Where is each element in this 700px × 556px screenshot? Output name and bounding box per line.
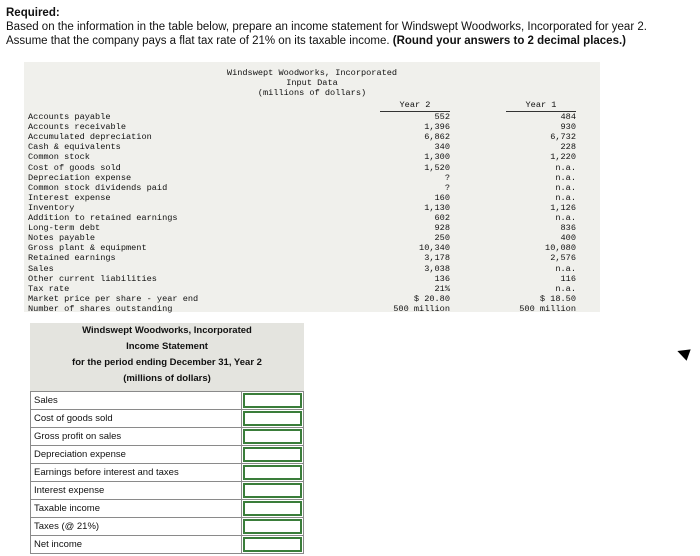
input-row-label: Inventory — [28, 202, 75, 213]
input-row-label: Common stock dividends paid — [28, 182, 168, 193]
answer-input[interactable] — [243, 411, 302, 426]
input-row-year2-value: 136 — [434, 273, 450, 284]
input-row-year2-value: $ 20.80 — [413, 293, 450, 304]
answer-cell — [242, 464, 304, 482]
input-row-year1-value: n.a. — [555, 192, 576, 203]
input-row-label: Long-term debt — [28, 223, 101, 234]
input-row-year1-value: 116 — [560, 273, 576, 284]
statement-row — [31, 500, 304, 518]
statement-line-label: Cost of goods sold — [31, 410, 242, 428]
statement-line-label: Interest expense — [31, 482, 242, 500]
statement-line-label: Gross profit on sales — [31, 428, 242, 446]
statement-line-label: Net income — [31, 536, 242, 554]
input-row-label: Cash & equivalents — [28, 142, 121, 153]
input-row-label: Tax rate — [28, 283, 70, 294]
statement-line-label: Sales — [31, 392, 242, 410]
input-row-label: Interest expense — [28, 192, 111, 203]
statement-row — [31, 482, 304, 500]
input-row-label: Accounts receivable — [28, 122, 126, 133]
required-heading: Required: — [6, 7, 60, 19]
input-row-year1-value: n.a. — [555, 283, 576, 294]
input-row-label: Notes payable — [28, 233, 96, 244]
input-row-label: Retained earnings — [28, 253, 116, 264]
answer-cell — [242, 446, 304, 464]
answer-input[interactable] — [243, 465, 302, 480]
instructions-line-2-text: Assume that the company pays a flat tax rate of 21% on its taxable income. — [6, 35, 393, 47]
input-row-label: Number of shares outstanding — [28, 303, 173, 314]
input-row-year2-value: 160 — [434, 192, 450, 203]
input-data-table — [24, 62, 600, 312]
input-row-year1-value: 484 — [560, 112, 576, 122]
input-row-year1-value: 500 million — [519, 303, 576, 314]
input-row-year2-value: 3,178 — [424, 253, 450, 264]
statement-row — [31, 536, 304, 554]
statement-line-label: Taxes (@ 21%) — [31, 518, 242, 536]
input-row-label: Addition to retained earnings — [28, 213, 178, 223]
input-row-label: Accumulated depreciation — [28, 132, 152, 143]
input-row-year2-value: ? — [444, 182, 450, 193]
input-row-year1-value: n.a. — [555, 263, 576, 274]
input-row-year1-value: 2,576 — [550, 253, 576, 264]
input-row-year1-value: 6,732 — [550, 132, 576, 143]
statement-units: (millions of dollars) — [30, 371, 304, 387]
answer-input[interactable] — [243, 429, 302, 444]
statement-line-label: Taxable income — [31, 500, 242, 518]
instructions-line-2 — [6, 34, 696, 48]
input-row-label: Sales — [28, 263, 54, 274]
answer-input[interactable] — [243, 483, 302, 498]
statement-period: for the period ending December 31, Year 2 — [30, 355, 304, 371]
statement-line-label: Depreciation expense — [31, 446, 242, 464]
statement-row — [31, 518, 304, 536]
answer-input[interactable] — [243, 537, 302, 552]
input-row-year2-value: 928 — [434, 223, 450, 234]
input-row-label: Accounts payable — [28, 112, 111, 122]
input-row-year1-value: n.a. — [555, 182, 576, 193]
answer-cell — [242, 392, 304, 410]
statement-row — [31, 428, 304, 446]
input-company-title: Windswept Woodworks, Incorporated — [226, 68, 398, 78]
input-data-title: Input Data — [286, 78, 338, 88]
input-row-year1-value: 10,080 — [545, 243, 576, 254]
rounding-note: (Round your answers to 2 decimal places.) — [392, 35, 626, 47]
input-row-label: Common stock — [28, 152, 90, 163]
statement-row — [31, 464, 304, 482]
answer-input[interactable] — [243, 519, 302, 534]
income-statement-table — [30, 391, 304, 554]
statement-company: Windswept Woodworks, Incorporated — [30, 323, 304, 339]
input-row-year2-value: 21% — [434, 283, 450, 294]
input-row-year1-value: 1,220 — [550, 152, 576, 163]
input-row-year2-value: 10,340 — [419, 243, 450, 254]
answer-input[interactable] — [243, 501, 302, 516]
answer-input[interactable] — [243, 447, 302, 462]
input-row-year2-value: 1,520 — [424, 162, 450, 173]
input-row-year2-value: 602 — [434, 213, 450, 223]
mouse-pointer-icon — [675, 345, 690, 360]
input-row-year2-value: 1,396 — [424, 122, 450, 133]
col-header-year1: Year 1 — [525, 100, 557, 110]
statement-row — [31, 392, 304, 410]
instructions — [6, 6, 696, 48]
statement-row — [31, 446, 304, 464]
input-row-year2-value: 552 — [434, 112, 450, 122]
input-row-year2-value: 3,038 — [424, 263, 450, 274]
input-row-year2-value: 250 — [434, 233, 450, 244]
col-header-year2: Year 2 — [399, 100, 431, 110]
answer-cell — [242, 410, 304, 428]
input-row-year1-value: n.a. — [555, 162, 576, 173]
input-row-year2-value: 6,862 — [424, 132, 450, 143]
input-row-year1-value: 836 — [560, 223, 576, 234]
answer-cell — [242, 500, 304, 518]
statement-row — [31, 410, 304, 428]
input-row-label: Cost of goods sold — [28, 162, 121, 173]
input-row-label: Depreciation expense — [28, 172, 132, 183]
income-statement — [30, 323, 304, 554]
answer-cell — [242, 536, 304, 554]
answer-cell — [242, 518, 304, 536]
input-row-year1-value: 930 — [560, 122, 576, 133]
answer-input[interactable] — [243, 393, 302, 408]
input-row-year2-value: ? — [444, 172, 450, 183]
answer-cell — [242, 482, 304, 500]
instructions-line-1: Based on the information in the table below, prepare an income statement for Windswept Woodworks, Incorporated for year 2. — [6, 21, 647, 33]
input-row-year1-value: $ 18.50 — [539, 293, 576, 304]
input-row-year1-value: 400 — [560, 233, 576, 244]
input-units-title: (millions of dollars) — [257, 88, 367, 98]
input-row-label: Gross plant & equipment — [28, 243, 147, 254]
input-row-year1-value: n.a. — [555, 172, 576, 183]
input-row-year2-value: 1,130 — [424, 202, 450, 213]
input-row-year2-value: 1,300 — [424, 152, 450, 163]
input-row-year1-value: 1,126 — [550, 202, 576, 213]
input-row-year2-value: 340 — [434, 142, 450, 153]
input-row-year1-value: n.a. — [555, 213, 576, 223]
answer-cell — [242, 428, 304, 446]
statement-line-label: Earnings before interest and taxes — [31, 464, 242, 482]
input-row-year1-value: 228 — [560, 142, 576, 153]
input-row-label: Other current liabilities — [28, 273, 157, 284]
input-row-year2-value: 500 million — [393, 303, 450, 314]
statement-name: Income Statement — [30, 339, 304, 355]
input-row-label: Market price per share - year end — [28, 293, 199, 304]
